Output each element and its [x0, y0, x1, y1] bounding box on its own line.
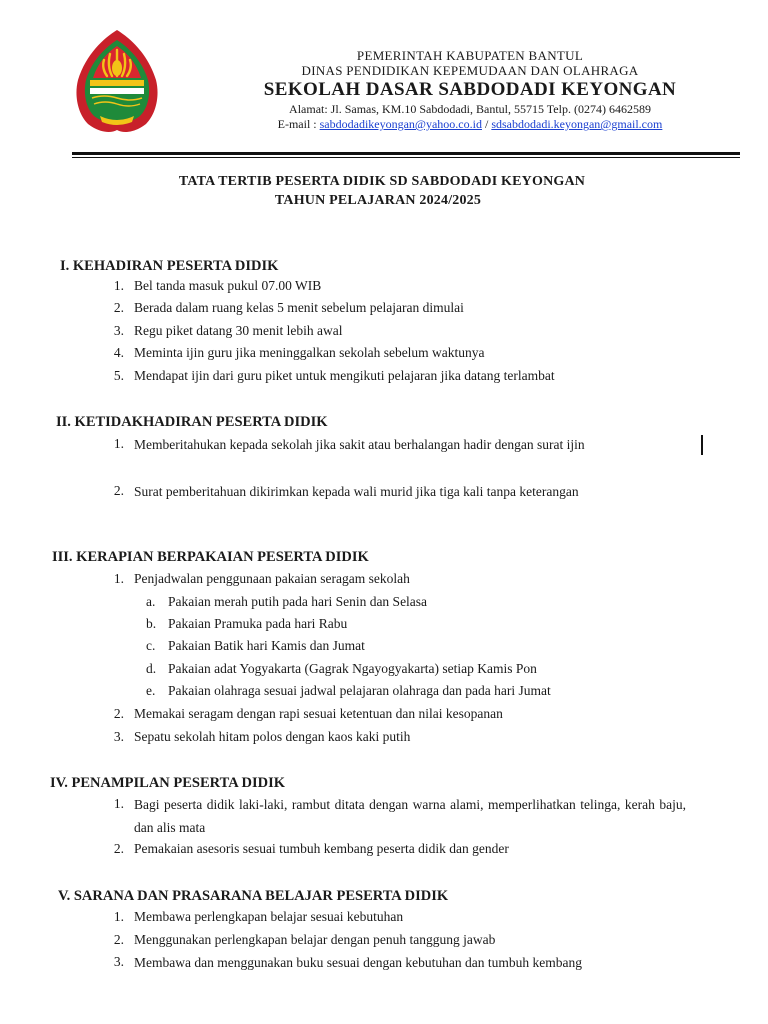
government-name: PEMERINTAH KABUPATEN BANTUL — [356, 48, 584, 63]
section-heading-ketidakhadiran: II. KETIDAKHADIRAN PESERTA DIDIK — [56, 414, 328, 430]
sub-item-letter: e. — [146, 683, 156, 698]
list-item-text: Surat pemberitahuan dikirimkan kepada wali murid jika tiga kali tanpa keterangan — [134, 484, 579, 499]
list-item-text: Bel tanda masuk pukul 07.00 WIB — [134, 278, 322, 293]
section-heading-penampilan: IV. PENAMPILAN PESERTA DIDIK — [50, 775, 286, 791]
sub-item-text: Pakaian Pramuka pada hari Rabu — [168, 616, 348, 631]
bantul-regency-emblem-icon — [74, 28, 160, 138]
school-name: SEKOLAH DASAR SABDODADI KEYONGAN — [263, 79, 677, 100]
list-item-text: Membawa perlengkapan belajar sesuai kebutuhan — [134, 909, 404, 924]
email-link-yahoo[interactable]: sabdodadikeyongan@yahoo.co.id — [319, 117, 482, 131]
sub-item-text: Pakaian Batik hari Kamis dan Jumat — [168, 638, 365, 653]
list-item-text: Menggunakan perlengkapan belajar dengan penuh tanggung jawab — [134, 932, 496, 947]
email-link-gmail[interactable]: sdsabdodadi.keyongan@gmail.com — [491, 117, 663, 131]
letterhead-text — [205, 48, 735, 132]
list-item-text: Mendapat ijin dari guru piket untuk mengikuti pelajaran jika datang terlambat — [134, 368, 555, 383]
list-item-text: Membawa dan menggunakan buku sesuai dengan kebutuhan dan tumbuh kembang — [134, 955, 583, 970]
section-heading-kerapian: III. KERAPIAN BERPAKAIAN PESERTA DIDIK — [52, 549, 369, 565]
list-item-text: Pemakaian asesoris sesuai tumbuh kembang peserta didik dan gender — [134, 841, 509, 856]
list-item-number: 3. — [113, 954, 124, 969]
text-cursor — [701, 435, 703, 455]
sub-item-letter: d. — [146, 661, 157, 676]
list-item-text: Regu piket datang 30 menit lebih awal — [134, 323, 343, 338]
list-item-number: 2. — [113, 483, 124, 498]
list-item-text: Berada dalam ruang kelas 5 menit sebelum pelajaran dimulai — [134, 300, 464, 315]
email-separator: / — [481, 117, 492, 131]
list-item-number: 4. — [113, 345, 124, 360]
section-heading-sarana-prasarana: V. SARANA DAN PRASARANA BELAJAR PESERTA DIDIK — [58, 888, 449, 904]
list-item-number: 2. — [113, 300, 124, 315]
list-item-number: 1. — [113, 436, 124, 451]
letterhead — [0, 0, 768, 160]
school-email-line — [205, 117, 735, 132]
list-item-number: 1. — [113, 278, 124, 293]
sub-item-text: Pakaian merah putih pada hari Senin dan Selasa — [168, 594, 428, 609]
sub-item-letter: c. — [146, 638, 156, 653]
list-item-number: 1. — [113, 909, 124, 924]
sub-item-letter: b. — [146, 616, 157, 631]
list-item-text: Bagi peserta didik laki-laki, rambut ditata dengan warna alami, memperlihatkan telinga, kerah baju, dan alis mata — [134, 797, 686, 835]
title-line-1: TATA TERTIB PESERTA DIDIK SD SABDODADI KEYONGAN — [178, 174, 586, 189]
list-item-number: 3. — [113, 729, 124, 744]
document-title — [0, 172, 768, 210]
section-heading-kehadiran: I. KEHADIRAN PESERTA DIDIK — [60, 258, 279, 274]
list-item-number: 2. — [113, 841, 124, 856]
list-item-text: Memberitahukan kepada sekolah jika sakit atau berhalangan hadir dengan surat ijin — [134, 437, 585, 452]
letterhead-divider-thin — [72, 157, 740, 158]
title-line-2: TAHUN PELAJARAN 2024/2025 — [274, 193, 482, 208]
letterhead-divider-thick — [72, 152, 740, 155]
list-item-text: Sepatu sekolah hitam polos dengan kaos kaki putih — [134, 729, 411, 744]
email-label: E-mail : — [277, 117, 320, 131]
list-item-number: 5. — [113, 368, 124, 383]
list-item-text: Penjadwalan penggunaan pakaian seragam sekolah — [134, 571, 410, 586]
sub-item-text: Pakaian adat Yogyakarta (Gagrak Ngayogyakarta) setiap Kamis Pon — [168, 661, 537, 676]
list-item-number: 1. — [113, 796, 124, 811]
list-item-text: Memakai seragam dengan rapi sesuai ketentuan dan nilai kesopanan — [134, 706, 503, 721]
list-item-number: 3. — [113, 323, 124, 338]
list-item-text: Meminta ijin guru jika meninggalkan sekolah sebelum waktunya — [134, 345, 485, 360]
list-item-number: 1. — [113, 571, 124, 586]
department-name: DINAS PENDIDIKAN KEPEMUDAAN DAN OLAHRAGA — [301, 63, 639, 78]
sub-item-letter: a. — [146, 594, 156, 609]
list-item-number: 2. — [113, 932, 124, 947]
school-address: Alamat: Jl. Samas, KM.10 Sabdodadi, Bantul, 55715 Telp. (0274) 6462589 — [289, 102, 651, 116]
sub-item-text: Pakaian olahraga sesuai jadwal pelajaran olahraga dan pada hari Jumat — [168, 683, 551, 698]
list-item-number: 2. — [113, 706, 124, 721]
